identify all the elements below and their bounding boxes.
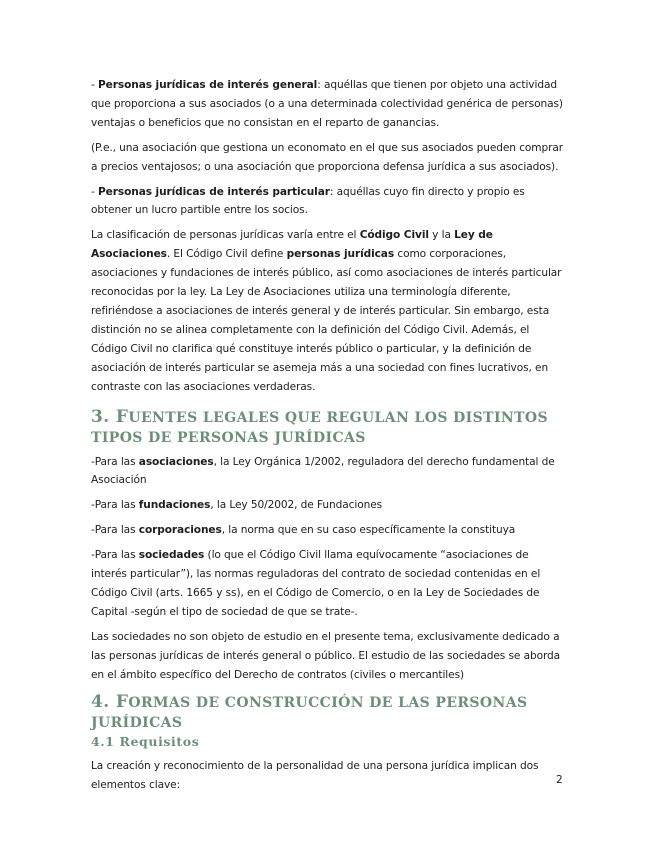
section-heading-3 <box>91 407 567 448</box>
term-personas-juridicas: personas jurídicas <box>286 248 395 261</box>
text: como corporaciones, asociaciones y fundaciones de interés público, así como asociaciones de interés particular reconocidas por la ley. La Ley de Asociaciones utiliza una terminología diferente, refiriéndose a asociaciones de interés general y de interés particular. Sin embargo, esta distinción no se alinea completamente con la definición del Código Civil. Además, el Código Civil no clarifica qué constituye interés público o particular, y la definición de asociación de interés particular se asemeja más a una sociedad con fines lucrativos, en contraste con las asociaciones verdaderas. <box>91 248 562 393</box>
heading-text: UENTES LEGALES QUE REGULAN LOS DISTINTOS TIPOS DE PERSONAS JURÍDICAS <box>91 409 549 446</box>
term-particular-interest: Personas jurídicas de interés particular <box>98 185 330 198</box>
list-item <box>91 496 567 515</box>
text: (lo que el Código Civil llama equívocamente “asociaciones de interés particular”), las normas reguladoras del contrato de sociedad contenidas en el Código Civil (arts. 1665 y ss), en el Código de Comercio, o en la Ley de Sociedades de Capital -según el tipo de sociedad de que se trate-. <box>91 549 541 618</box>
text: -Para las <box>91 524 139 537</box>
paragraph-classification <box>91 226 567 396</box>
heading-number: 3. F <box>91 406 129 427</box>
page-number: 2 <box>556 774 563 786</box>
paragraph-general-interest <box>91 76 567 133</box>
list-item <box>91 521 567 540</box>
term: sociedades <box>138 549 205 562</box>
text: , la Ley 50/2002, de Fundaciones <box>210 499 383 512</box>
text: , la norma que en su caso específicamente la constituya <box>221 524 516 537</box>
term-ley-asociaciones: Ley de Asociaciones <box>91 229 493 261</box>
heading-number: 4. F <box>91 692 129 713</box>
term: fundaciones <box>138 499 211 512</box>
text: -Para las <box>91 549 139 562</box>
paragraph-example: (P.e., una asociación que gestiona un economato en el que sus asociados pueden comprar a precios ventajosos; o una asociación que proporciona defensa jurídica a sus asociados). <box>91 141 564 173</box>
paragraph-sociedades: Las sociedades no son objeto de estudio en el presente tema, exclusivamente dedicado a las personas jurídicas de interés general o público. El estudio de las sociedades se aborda en el ámbito específico del Derecho de contratos (civiles o mercantiles) <box>91 630 561 681</box>
term: asociaciones <box>138 455 214 468</box>
text: La clasificación de personas jurídicas varía entre el <box>91 229 360 242</box>
text: : aquéllas cuyo fin directo y propio es obtener un lucro partible entre los socios. <box>91 185 525 217</box>
text: -Para las <box>91 499 139 512</box>
dash: - <box>91 185 98 198</box>
text: -Para las <box>91 455 139 468</box>
document-body <box>91 76 567 801</box>
list-item <box>91 453 567 491</box>
text: : aquéllas que tienen por objeto una actividad que proporciona a sus asociados (o a una determinada colectividad genérica de personas) ventajas o beneficios que no consistan en el reparto de ganancias. <box>91 79 563 129</box>
heading-text: ORMAS DE CONSTRUCCIÓN DE LAS PERSONAS JURÍDICAS <box>91 695 528 732</box>
dash: - <box>91 79 98 91</box>
list-item <box>91 546 567 622</box>
text: , la Ley Orgánica 1/2002, reguladora del derecho fundamental de Asociación <box>91 455 555 487</box>
term: corporaciones <box>138 524 222 537</box>
term-general-interest: Personas jurídicas de interés general <box>98 79 318 91</box>
text: . El Código Civil define <box>166 248 287 261</box>
section-heading-4 <box>91 692 567 733</box>
subsection-heading-4-1: 4.1 Requisitos <box>91 734 200 750</box>
term-codigo-civil: Código Civil <box>359 229 429 242</box>
paragraph-particular-interest <box>91 183 567 221</box>
text: y la <box>428 229 455 242</box>
paragraph-requisitos: La creación y reconocimiento de la personalidad de una persona jurídica implican dos elementos clave: <box>91 760 539 792</box>
